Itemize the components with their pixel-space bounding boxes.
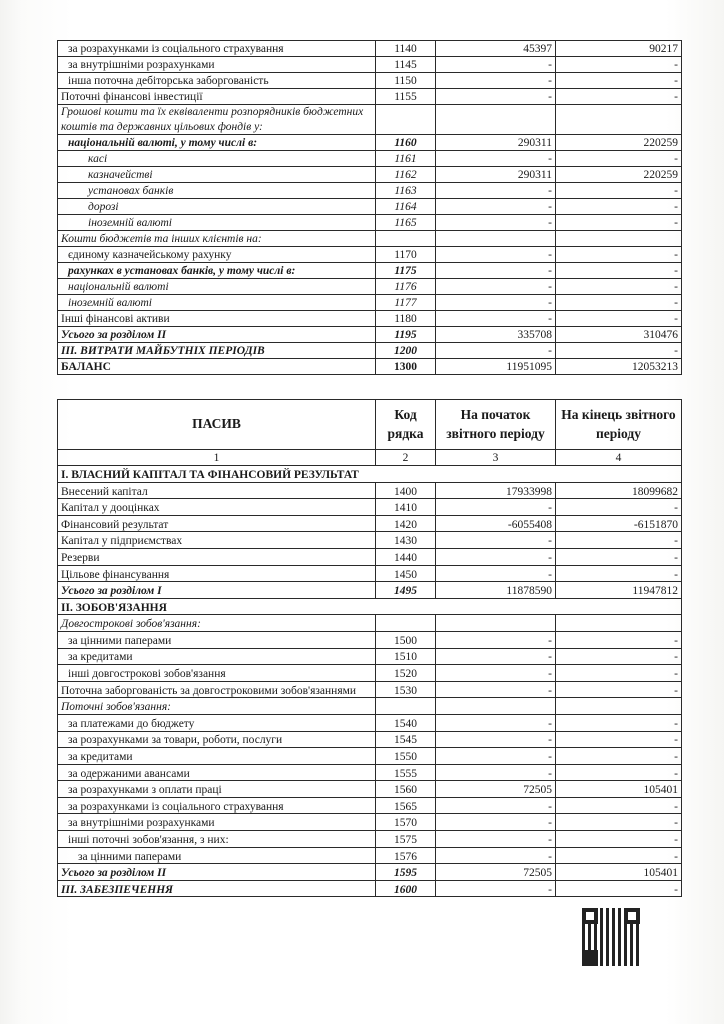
- row-label: за цінними паперами: [58, 631, 376, 648]
- value-period-end: [556, 105, 682, 135]
- value-period-start: -: [436, 797, 556, 814]
- value-period-end: -: [556, 847, 682, 864]
- row-code: 1155: [376, 89, 436, 105]
- row-code: 1180: [376, 311, 436, 327]
- liability-row: [58, 665, 682, 682]
- liability-row: [58, 814, 682, 831]
- row-label: іноземній валюті: [58, 215, 376, 231]
- section-heading: I. ВЛАСНИЙ КАПІТАЛ ТА ФІНАНСОВИЙ РЕЗУЛЬТАТ: [58, 466, 682, 483]
- liability-row: [58, 864, 682, 881]
- row-code: 1420: [376, 515, 436, 532]
- liability-row: [58, 781, 682, 798]
- value-period-start: 11951095: [436, 359, 556, 375]
- row-code: 1140: [376, 41, 436, 57]
- value-period-start: -: [436, 263, 556, 279]
- row-code: 1555: [376, 764, 436, 781]
- value-period-start: -: [436, 764, 556, 781]
- row-code: 1560: [376, 781, 436, 798]
- liability-row: [58, 797, 682, 814]
- row-code: 1150: [376, 73, 436, 89]
- row-code: 1170: [376, 247, 436, 263]
- value-period-start: -: [436, 648, 556, 665]
- row-label: Грошові кошти та їх еквіваленти розпорядників бюджетних коштів та державних цільових фондів у:: [58, 105, 376, 135]
- row-label: Цільове фінансування: [58, 565, 376, 582]
- value-period-end: -: [556, 565, 682, 582]
- value-period-end: -6151870: [556, 515, 682, 532]
- row-label: Капітал у підприємствах: [58, 532, 376, 549]
- value-period-start: -: [436, 343, 556, 359]
- value-period-end: -: [556, 714, 682, 731]
- asset-row: [58, 215, 682, 231]
- value-period-end: -: [556, 814, 682, 831]
- liability-row: [58, 648, 682, 665]
- value-period-start: -: [436, 748, 556, 765]
- liability-row: [58, 731, 682, 748]
- row-label: Фінансовий результат: [58, 515, 376, 532]
- row-code: 1145: [376, 57, 436, 73]
- row-code: 1510: [376, 648, 436, 665]
- section-heading: II. ЗОБОВ'ЯЗАННЯ: [58, 598, 682, 615]
- row-label: Кошти бюджетів та інших клієнтів на:: [58, 231, 376, 247]
- row-label: за розрахунками з оплати праці: [58, 781, 376, 798]
- value-period-start: 72505: [436, 781, 556, 798]
- row-label: Резерви: [58, 548, 376, 565]
- row-label: інша поточна дебіторська заборгованість: [58, 73, 376, 89]
- value-period-end: 90217: [556, 41, 682, 57]
- row-label: Інші фінансові активи: [58, 311, 376, 327]
- asset-row: [58, 167, 682, 183]
- row-label: національній валюті, у тому числі в:: [58, 135, 376, 151]
- value-period-start: -: [436, 183, 556, 199]
- row-code: 1200: [376, 343, 436, 359]
- row-label: Довгострокові зобов'язання:: [58, 615, 376, 632]
- row-code: 1545: [376, 731, 436, 748]
- value-period-end: 105401: [556, 781, 682, 798]
- row-code: 1175: [376, 263, 436, 279]
- value-period-start: -: [436, 247, 556, 263]
- value-period-start: -: [436, 532, 556, 549]
- value-period-end: -: [556, 748, 682, 765]
- value-period-end: [556, 615, 682, 632]
- index-cell: 2: [376, 450, 436, 466]
- liability-row: [58, 565, 682, 582]
- value-period-start: [436, 231, 556, 247]
- row-label: дорозі: [58, 199, 376, 215]
- liability-row: [58, 548, 682, 565]
- row-label: казначействі: [58, 167, 376, 183]
- row-label: Поточна заборгованість за довгостроковими зобов'язаннями: [58, 681, 376, 698]
- row-code: 1600: [376, 880, 436, 897]
- value-period-end: -: [556, 311, 682, 327]
- value-period-end: -: [556, 295, 682, 311]
- row-code: 1165: [376, 215, 436, 231]
- asset-row: [58, 279, 682, 295]
- header-passive: ПАСИВ: [58, 400, 376, 450]
- liability-row: [58, 515, 682, 532]
- row-label: національній валюті: [58, 279, 376, 295]
- value-period-start: -: [436, 665, 556, 682]
- row-label: за розрахунками із соціального страхування: [58, 797, 376, 814]
- value-period-end: -: [556, 183, 682, 199]
- row-code: 1440: [376, 548, 436, 565]
- asset-row: [58, 231, 682, 247]
- value-period-start: -: [436, 714, 556, 731]
- asset-row: [58, 359, 682, 375]
- row-code: 1176: [376, 279, 436, 295]
- row-code: 1400: [376, 482, 436, 499]
- row-code: 1575: [376, 831, 436, 848]
- value-period-end: -: [556, 279, 682, 295]
- row-label: за кредитами: [58, 648, 376, 665]
- value-period-end: 310476: [556, 327, 682, 343]
- asset-row: [58, 41, 682, 57]
- value-period-end: -: [556, 665, 682, 682]
- value-period-end: -: [556, 151, 682, 167]
- value-period-start: -: [436, 311, 556, 327]
- asset-row: [58, 327, 682, 343]
- value-period-end: -: [556, 263, 682, 279]
- asset-row: [58, 199, 682, 215]
- asset-row: [58, 73, 682, 89]
- liabilities-header-row: [58, 400, 682, 450]
- asset-row: [58, 295, 682, 311]
- index-cell: 3: [436, 450, 556, 466]
- liabilities-table: [57, 399, 682, 897]
- value-period-start: 11878590: [436, 582, 556, 599]
- row-label: Усього за розділом II: [58, 864, 376, 881]
- row-code: 1520: [376, 665, 436, 682]
- liability-row: [58, 482, 682, 499]
- value-period-end: -: [556, 57, 682, 73]
- value-period-start: -: [436, 814, 556, 831]
- row-label: БАЛАНС: [58, 359, 376, 375]
- value-period-end: -: [556, 215, 682, 231]
- value-period-start: -: [436, 631, 556, 648]
- value-period-start: 45397: [436, 41, 556, 57]
- row-label: за внутрішніми розрахунками: [58, 57, 376, 73]
- liability-row: [58, 681, 682, 698]
- row-code: 1164: [376, 199, 436, 215]
- asset-row: [58, 151, 682, 167]
- value-period-end: -: [556, 247, 682, 263]
- row-label: інші довгострокові зобов'язання: [58, 665, 376, 682]
- value-period-start: 17933998: [436, 482, 556, 499]
- row-label: Усього за розділом I: [58, 582, 376, 599]
- value-period-start: -: [436, 279, 556, 295]
- value-period-start: -: [436, 73, 556, 89]
- value-period-end: -: [556, 199, 682, 215]
- asset-row: [58, 105, 682, 135]
- liability-row: [58, 582, 682, 599]
- value-period-start: [436, 105, 556, 135]
- value-period-end: 220259: [556, 167, 682, 183]
- liability-row: [58, 698, 682, 715]
- row-label: за одержаними авансами: [58, 764, 376, 781]
- row-code: [376, 231, 436, 247]
- liability-row: [58, 714, 682, 731]
- value-period-start: -: [436, 499, 556, 516]
- value-period-start: -6055408: [436, 515, 556, 532]
- liability-row: [58, 532, 682, 549]
- value-period-start: [436, 698, 556, 715]
- asset-row: [58, 89, 682, 105]
- row-label: за внутрішніми розрахунками: [58, 814, 376, 831]
- row-code: 1576: [376, 847, 436, 864]
- liability-row: [58, 880, 682, 897]
- row-code: 1540: [376, 714, 436, 731]
- value-period-start: -: [436, 199, 556, 215]
- row-label: за розрахунками із соціального страхування: [58, 41, 376, 57]
- assets-table-body: [58, 41, 682, 375]
- row-code: 1565: [376, 797, 436, 814]
- asset-row: [58, 343, 682, 359]
- row-code: [376, 615, 436, 632]
- value-period-start: 335708: [436, 327, 556, 343]
- row-label: Поточні фінансові інвестиції: [58, 89, 376, 105]
- row-code: 1300: [376, 359, 436, 375]
- value-period-end: 105401: [556, 864, 682, 881]
- row-label: Внесений капітал: [58, 482, 376, 499]
- row-label: Поточні зобов'язання:: [58, 698, 376, 715]
- value-period-end: -: [556, 89, 682, 105]
- row-label: установах банків: [58, 183, 376, 199]
- value-period-end: -: [556, 764, 682, 781]
- row-label: Усього за розділом II: [58, 327, 376, 343]
- value-period-end: [556, 698, 682, 715]
- value-period-start: 72505: [436, 864, 556, 881]
- row-code: 1500: [376, 631, 436, 648]
- value-period-start: -: [436, 565, 556, 582]
- header-row-code: Код рядка: [376, 400, 436, 450]
- row-label: касі: [58, 151, 376, 167]
- liability-row: [58, 499, 682, 516]
- value-period-end: -: [556, 831, 682, 848]
- asset-row: [58, 247, 682, 263]
- value-period-end: 220259: [556, 135, 682, 151]
- row-label: за цінними паперами: [58, 847, 376, 864]
- row-label: за розрахунками за товари, роботи, послуги: [58, 731, 376, 748]
- value-period-end: -: [556, 499, 682, 516]
- row-label: III. ВИТРАТИ МАЙБУТНІХ ПЕРІОДІВ: [58, 343, 376, 359]
- asset-row: [58, 263, 682, 279]
- value-period-end: 12053213: [556, 359, 682, 375]
- asset-row: [58, 311, 682, 327]
- value-period-end: [556, 231, 682, 247]
- value-period-end: -: [556, 343, 682, 359]
- row-code: [376, 105, 436, 135]
- asset-row: [58, 135, 682, 151]
- row-code: 1450: [376, 565, 436, 582]
- liability-row: [58, 615, 682, 632]
- value-period-end: -: [556, 880, 682, 897]
- value-period-start: -: [436, 151, 556, 167]
- header-period-end: На кінець звітного періоду: [556, 400, 682, 450]
- asset-row: [58, 57, 682, 73]
- row-code: 1570: [376, 814, 436, 831]
- row-label: єдиному казначейському рахунку: [58, 247, 376, 263]
- value-period-end: -: [556, 648, 682, 665]
- value-period-start: -: [436, 731, 556, 748]
- liability-row: [58, 831, 682, 848]
- row-label: інші поточні зобов'язання, з них:: [58, 831, 376, 848]
- value-period-end: -: [556, 731, 682, 748]
- row-label: III. ЗАБЕЗПЕЧЕННЯ: [58, 880, 376, 897]
- asset-row: [58, 183, 682, 199]
- value-period-start: [436, 615, 556, 632]
- liability-row: [58, 764, 682, 781]
- row-code: 1495: [376, 582, 436, 599]
- header-period-start: На початок звітного періоду: [436, 400, 556, 450]
- value-period-end: -: [556, 532, 682, 549]
- liability-row: [58, 631, 682, 648]
- row-code: 1160: [376, 135, 436, 151]
- row-code: 1195: [376, 327, 436, 343]
- row-label: Капітал у дооцінках: [58, 499, 376, 516]
- value-period-start: -: [436, 57, 556, 73]
- row-label: за платежами до бюджету: [58, 714, 376, 731]
- value-period-end: 11947812: [556, 582, 682, 599]
- row-code: 1161: [376, 151, 436, 167]
- assets-table: [57, 40, 682, 375]
- row-code: [376, 698, 436, 715]
- liabilities-table-body: [58, 400, 682, 897]
- value-period-start: -: [436, 831, 556, 848]
- value-period-end: -: [556, 73, 682, 89]
- row-label: рахунках в установах банків, у тому числі в:: [58, 263, 376, 279]
- liability-row: [58, 598, 682, 615]
- qr-code-image: [582, 908, 640, 966]
- value-period-end: -: [556, 548, 682, 565]
- liability-row: [58, 466, 682, 483]
- liability-row: [58, 748, 682, 765]
- row-code: 1595: [376, 864, 436, 881]
- value-period-start: -: [436, 548, 556, 565]
- row-code: 1550: [376, 748, 436, 765]
- value-period-start: -: [436, 89, 556, 105]
- index-cell: 1: [58, 450, 376, 466]
- liability-row: [58, 847, 682, 864]
- index-cell: 4: [556, 450, 682, 466]
- value-period-start: 290311: [436, 167, 556, 183]
- value-period-start: -: [436, 880, 556, 897]
- value-period-end: -: [556, 631, 682, 648]
- row-code: 1410: [376, 499, 436, 516]
- liabilities-index-row: [58, 450, 682, 466]
- value-period-start: -: [436, 215, 556, 231]
- value-period-end: -: [556, 681, 682, 698]
- row-code: 1163: [376, 183, 436, 199]
- row-code: 1162: [376, 167, 436, 183]
- row-code: 1177: [376, 295, 436, 311]
- row-code: 1530: [376, 681, 436, 698]
- row-label: за кредитами: [58, 748, 376, 765]
- row-label: іноземній валюті: [58, 295, 376, 311]
- value-period-start: -: [436, 295, 556, 311]
- value-period-start: -: [436, 681, 556, 698]
- value-period-start: -: [436, 847, 556, 864]
- value-period-end: -: [556, 797, 682, 814]
- row-code: 1430: [376, 532, 436, 549]
- value-period-end: 18099682: [556, 482, 682, 499]
- value-period-start: 290311: [436, 135, 556, 151]
